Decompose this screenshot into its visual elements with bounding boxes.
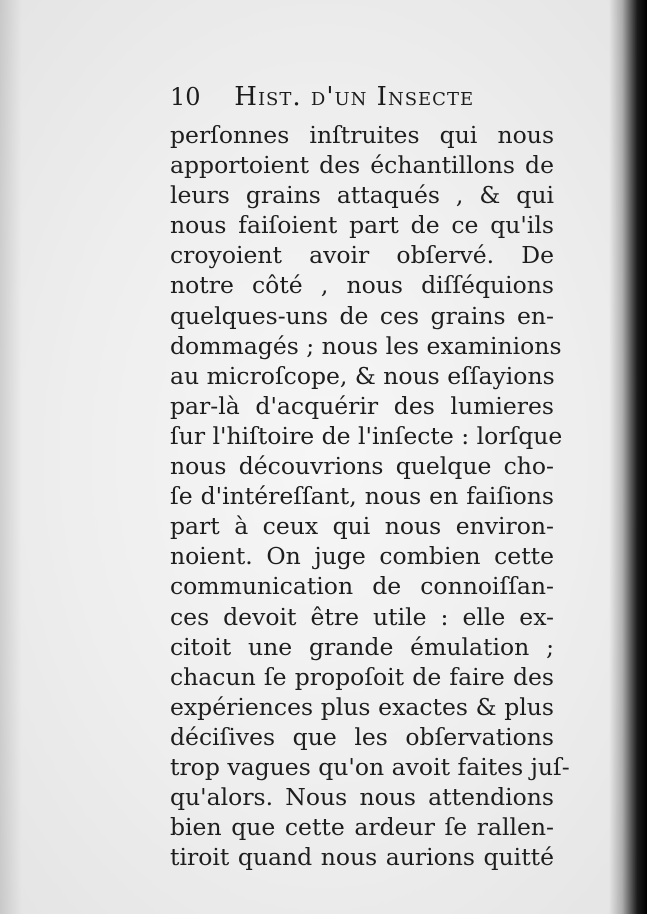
text-line: noient. On juge combien cette bbox=[170, 542, 554, 571]
text-line: nous faiſoient part de ce qu'ils bbox=[170, 211, 554, 240]
text-line: leurs grains attaqués , & qui bbox=[170, 181, 554, 210]
page-number: 10 bbox=[170, 83, 201, 111]
text-line: part à ceux qui nous environ- bbox=[170, 512, 554, 541]
text-line: par-là d'acquérir des lumieres bbox=[170, 391, 554, 420]
page-header bbox=[170, 82, 570, 122]
text-line: expériences plus exactes & plus bbox=[170, 692, 554, 721]
text-line: quelques-uns de ces grains en- bbox=[170, 301, 554, 330]
text-line: trop vagues qu'on avoit faites juſ- bbox=[170, 752, 570, 781]
text-line: communication de connoiſſan- bbox=[170, 572, 554, 601]
binding-edge bbox=[609, 0, 647, 914]
text-line: croyoient avoir obſervé. De bbox=[170, 241, 554, 270]
text-line: perſonnes inſtruites qui nous bbox=[170, 121, 554, 149]
body-text bbox=[170, 120, 570, 872]
text-line: au microſcope, & nous eſſayions bbox=[170, 361, 555, 390]
text-line: bien que cette ardeur ſe rallen- bbox=[170, 813, 554, 842]
page-left-shadow bbox=[0, 0, 22, 914]
text-line: ſur l'hiſtoire de l'inſecte : lorſque bbox=[170, 421, 563, 450]
text-line: notre côté , nous diſſéquions bbox=[170, 271, 554, 300]
text-line: dommagés ; nous les examinions bbox=[170, 331, 562, 360]
text-line: citoit une grande émulation ; bbox=[170, 632, 554, 661]
text-line: qu'alors. Nous nous attendions bbox=[170, 783, 554, 812]
text-line: déciſives que les obſervations bbox=[170, 722, 554, 751]
text-line: chacun ſe propoſoit de faire des bbox=[170, 662, 554, 691]
text-line: ſe d'intéreſſant, nous en faiſions bbox=[170, 482, 554, 511]
text-line: tiroit quand nous aurions quitté bbox=[170, 843, 554, 872]
text-line: apportoient des échantillons de bbox=[170, 151, 554, 180]
running-title: Hist. d'un Insecte bbox=[234, 82, 475, 112]
text-line: ces devoit être utile : elle ex- bbox=[170, 602, 554, 631]
text-line: nous découvrions quelque cho- bbox=[170, 452, 554, 481]
